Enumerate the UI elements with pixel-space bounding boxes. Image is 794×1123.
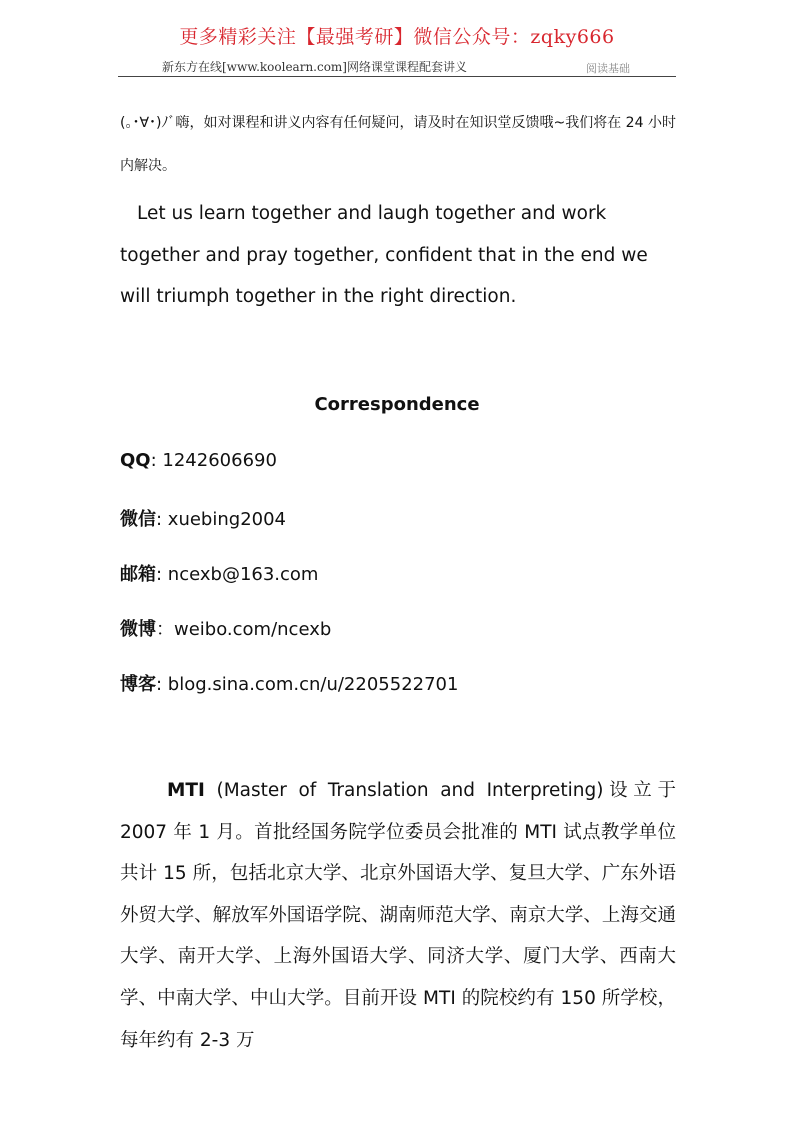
mti-paragraph xyxy=(120,770,676,1061)
contact-value: weibo.com/ncexb xyxy=(174,619,332,640)
contact-value: blog.sina.com.cn/u/2205522701 xyxy=(167,674,459,695)
contact-value: 1242606690 xyxy=(162,450,277,471)
mti-term: MTI xyxy=(167,780,205,801)
feedback-note: (｡･∀･)ﾉﾞ嗨，如对课程和讲义内容有任何疑问，请及时在知识堂反馈哦~我们将在 24 小时内解决。 xyxy=(120,115,676,174)
contact-value: ncexb@163.com xyxy=(167,564,319,585)
header-divider xyxy=(118,76,676,77)
contact-label: 微博 xyxy=(120,619,156,640)
contact-value: xuebing2004 xyxy=(167,509,287,530)
header-source: 新东方在线[www.koolearn.com]网络课堂课程配套讲义 xyxy=(162,60,467,74)
contact-weibo xyxy=(120,615,331,641)
contact-sep: : xyxy=(156,509,168,530)
contact-label: 微信 xyxy=(120,509,156,530)
contact-email xyxy=(120,560,318,586)
contact-label: 博客 xyxy=(120,674,156,695)
correspondence-heading: Correspondence xyxy=(314,394,480,415)
contact-sep: ： xyxy=(156,619,174,640)
contact-label: 邮箱 xyxy=(120,564,156,585)
mti-text: (Master of Translation and Interpreting)设立于 2007 年 1 月。首批经国务院学位委员会批准的 MTI 试点教学单位共计 15 所，包括北京大学、北京外国语大学、复旦大学、广东外语外贸大学、解放军外国语学院、湖南师范大学、南京大学、上海交通大学、南开大学、上海外国语大学、同济大学、厦门大学、西南大学、中南大学、中山大学。目前开设 MTI 的院校约有 150 所学校，每年约有 2-3 万 xyxy=(120,780,676,1051)
contact-sep: : xyxy=(156,564,168,585)
contact-label: QQ xyxy=(120,450,151,471)
contact-wechat xyxy=(120,505,286,531)
header-course: 阅读基础 xyxy=(586,62,630,75)
promo-banner: 更多精彩关注【最强考研】微信公众号：zqky666 xyxy=(179,26,615,48)
contact-sep: : xyxy=(150,450,163,471)
contact-sep: : xyxy=(156,674,168,695)
contact-qq xyxy=(120,450,277,471)
contact-blog xyxy=(120,670,458,696)
motto-quote: Let us learn together and laugh together and work together and pray together, confident that in the end we will triumph together in the right direction. xyxy=(120,203,648,307)
